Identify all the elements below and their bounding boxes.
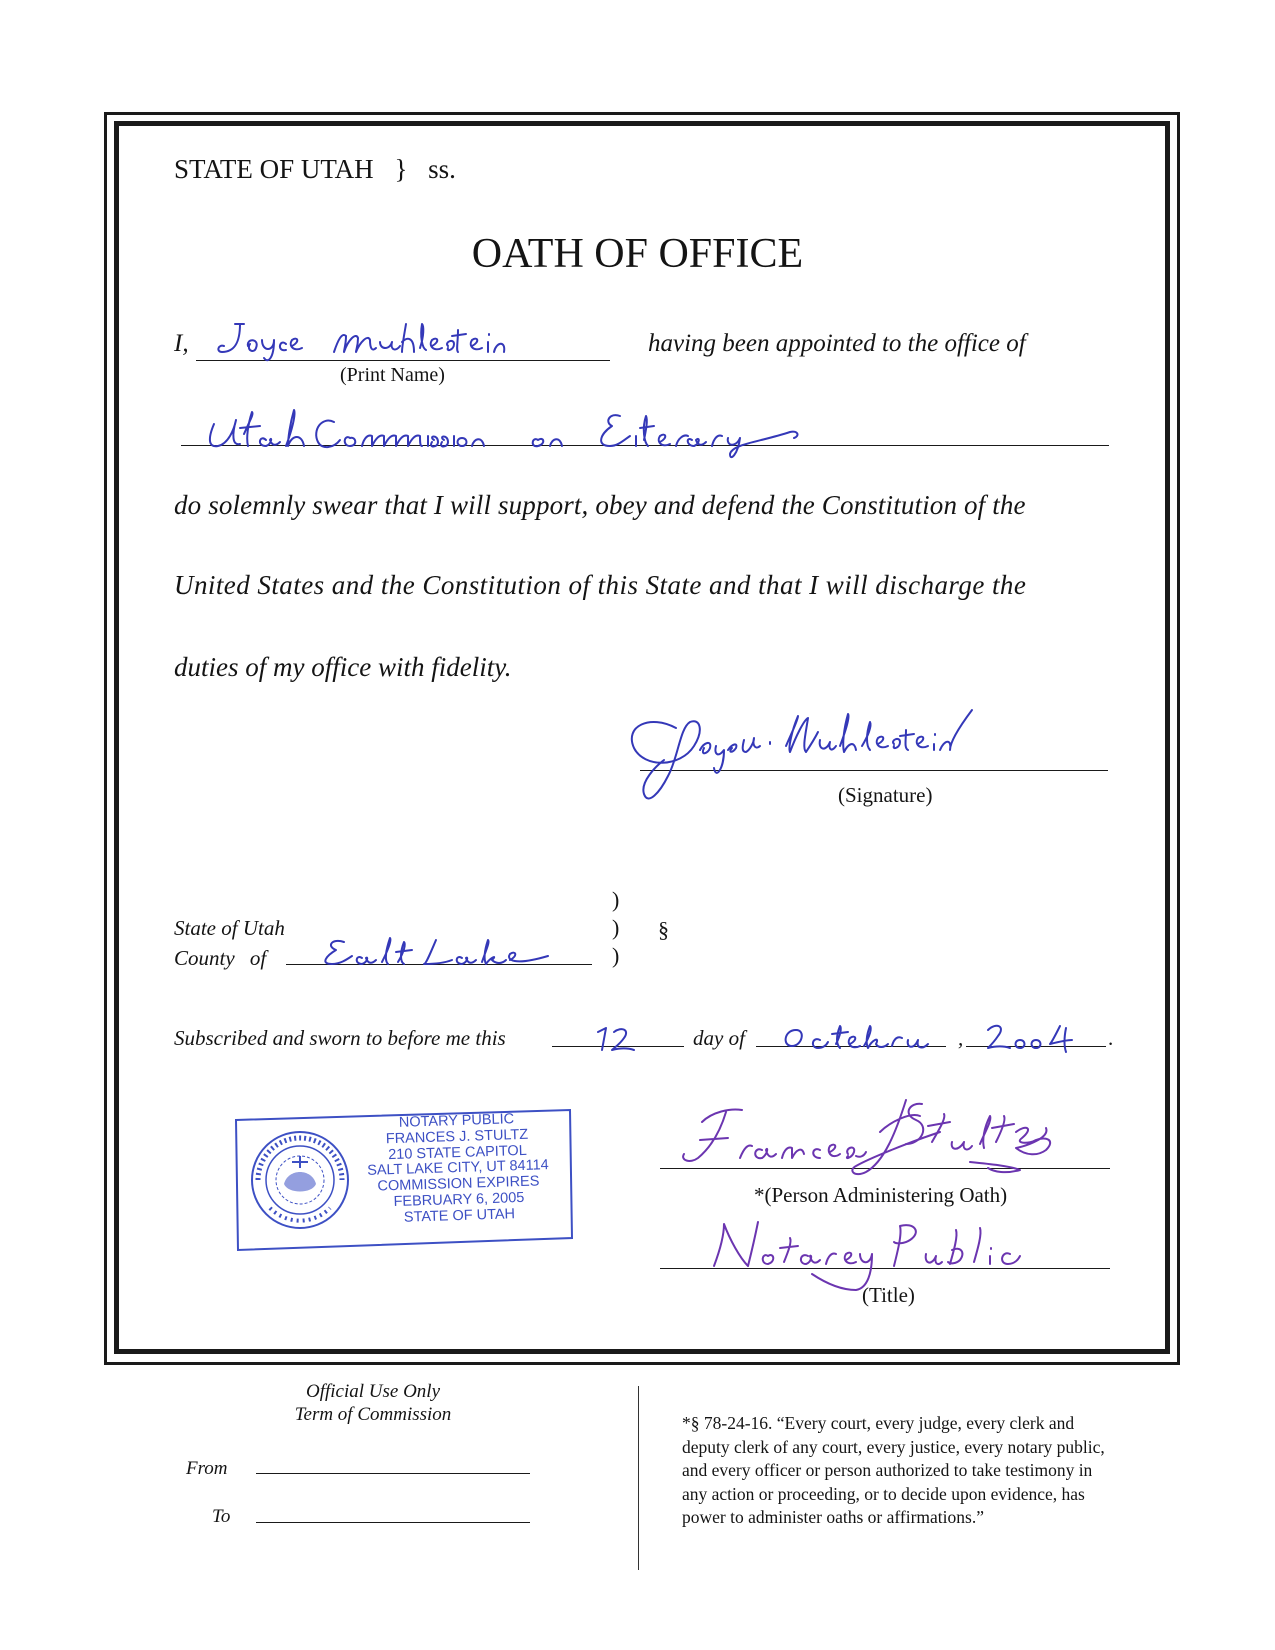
statute-line-2: deputy clerk of any court, every justice, every notary public, — [682, 1436, 1105, 1457]
oath-signature — [620, 706, 1040, 816]
statute-line-4: any action or proceeding, or to decide upon evidence, has — [682, 1483, 1085, 1504]
oath-body-line-1: do solemnly swear that I will support, obey and defend the Constitution of the — [174, 490, 1026, 520]
print-name-caption: (Print Name) — [340, 364, 445, 386]
venue-paren-1: ) — [612, 887, 620, 912]
stamp-line-3: 210 STATE CAPITOL — [387, 1142, 527, 1163]
from-field[interactable] — [256, 1473, 530, 1474]
stamp-line-6: FEBRUARY 6, 2005 — [393, 1189, 525, 1211]
administrator-signature — [670, 1092, 1110, 1202]
day-of: day of — [693, 1026, 745, 1050]
signature-caption: (Signature) — [838, 783, 933, 807]
venue-paren-3: ) — [612, 943, 620, 968]
state-heading — [174, 154, 456, 185]
venue-state: State of Utah — [174, 916, 285, 940]
title-handwriting — [700, 1210, 1040, 1306]
oath-body-line-3: duties of my office with fidelity. — [174, 652, 512, 682]
stamp-line-2: FRANCES J. STULTZ — [385, 1126, 529, 1148]
official-use-heading: Official Use Only — [305, 1381, 441, 1402]
appointed-text: having been appointed to the office of — [648, 330, 1026, 357]
statute-line-5: power to administer oaths or affirmations.” — [682, 1507, 984, 1528]
term-heading: Term of Commission — [294, 1404, 452, 1425]
stamp-line-1: NOTARY PUBLIC — [398, 1111, 515, 1131]
title-caption: (Title) — [862, 1283, 915, 1307]
jurat-comma: , — [958, 1026, 964, 1050]
to-field[interactable] — [256, 1522, 530, 1523]
stamp-line-5: COMMISSION EXPIRES — [377, 1173, 540, 1195]
venue-county — [174, 946, 266, 971]
month-handwriting — [780, 1020, 940, 1054]
stamp-line-7: STATE OF UTAH — [403, 1206, 516, 1226]
stamp-line-4: SALT LAKE CITY, UT 84114 — [366, 1157, 549, 1180]
day-handwriting — [592, 1022, 652, 1056]
document-title: OATH OF OFFICE — [471, 231, 804, 277]
statute-line-1: *§ 78-24-16. “Every court, every judge, every clerk and — [682, 1413, 1075, 1433]
notary-stamp — [234, 1106, 574, 1252]
from-label: From — [186, 1458, 228, 1479]
brace: } — [394, 154, 408, 184]
to-label: To — [212, 1506, 231, 1527]
vertical-divider — [638, 1386, 639, 1570]
print-name-handwriting — [210, 318, 510, 368]
section-symbol: § — [658, 917, 669, 942]
oath-body-line-2: United States and the Constitution of this State and that I will discharge the — [174, 570, 1027, 600]
jurat-prefix: Subscribed and sworn to before me this — [174, 1026, 506, 1050]
office-handwriting — [200, 404, 820, 468]
county-of: of — [249, 946, 267, 970]
administrator-caption: *(Person Administering Oath) — [754, 1183, 1008, 1207]
oath-prefix: I, — [174, 330, 189, 357]
venue-paren-2: ) — [612, 915, 620, 940]
year-handwriting — [984, 1018, 1104, 1054]
statute-line-3: and every officer or person authorized to take testimony in — [682, 1460, 1093, 1481]
ss-label: ss. — [428, 154, 456, 184]
statute-note — [682, 1412, 1105, 1530]
county-handwriting — [318, 930, 558, 974]
jurat-period: . — [1108, 1026, 1114, 1050]
county-label: County — [174, 946, 235, 970]
state-seal-icon — [248, 1128, 352, 1232]
state-name: STATE OF UTAH — [174, 154, 374, 184]
stamp-text — [346, 1111, 569, 1228]
